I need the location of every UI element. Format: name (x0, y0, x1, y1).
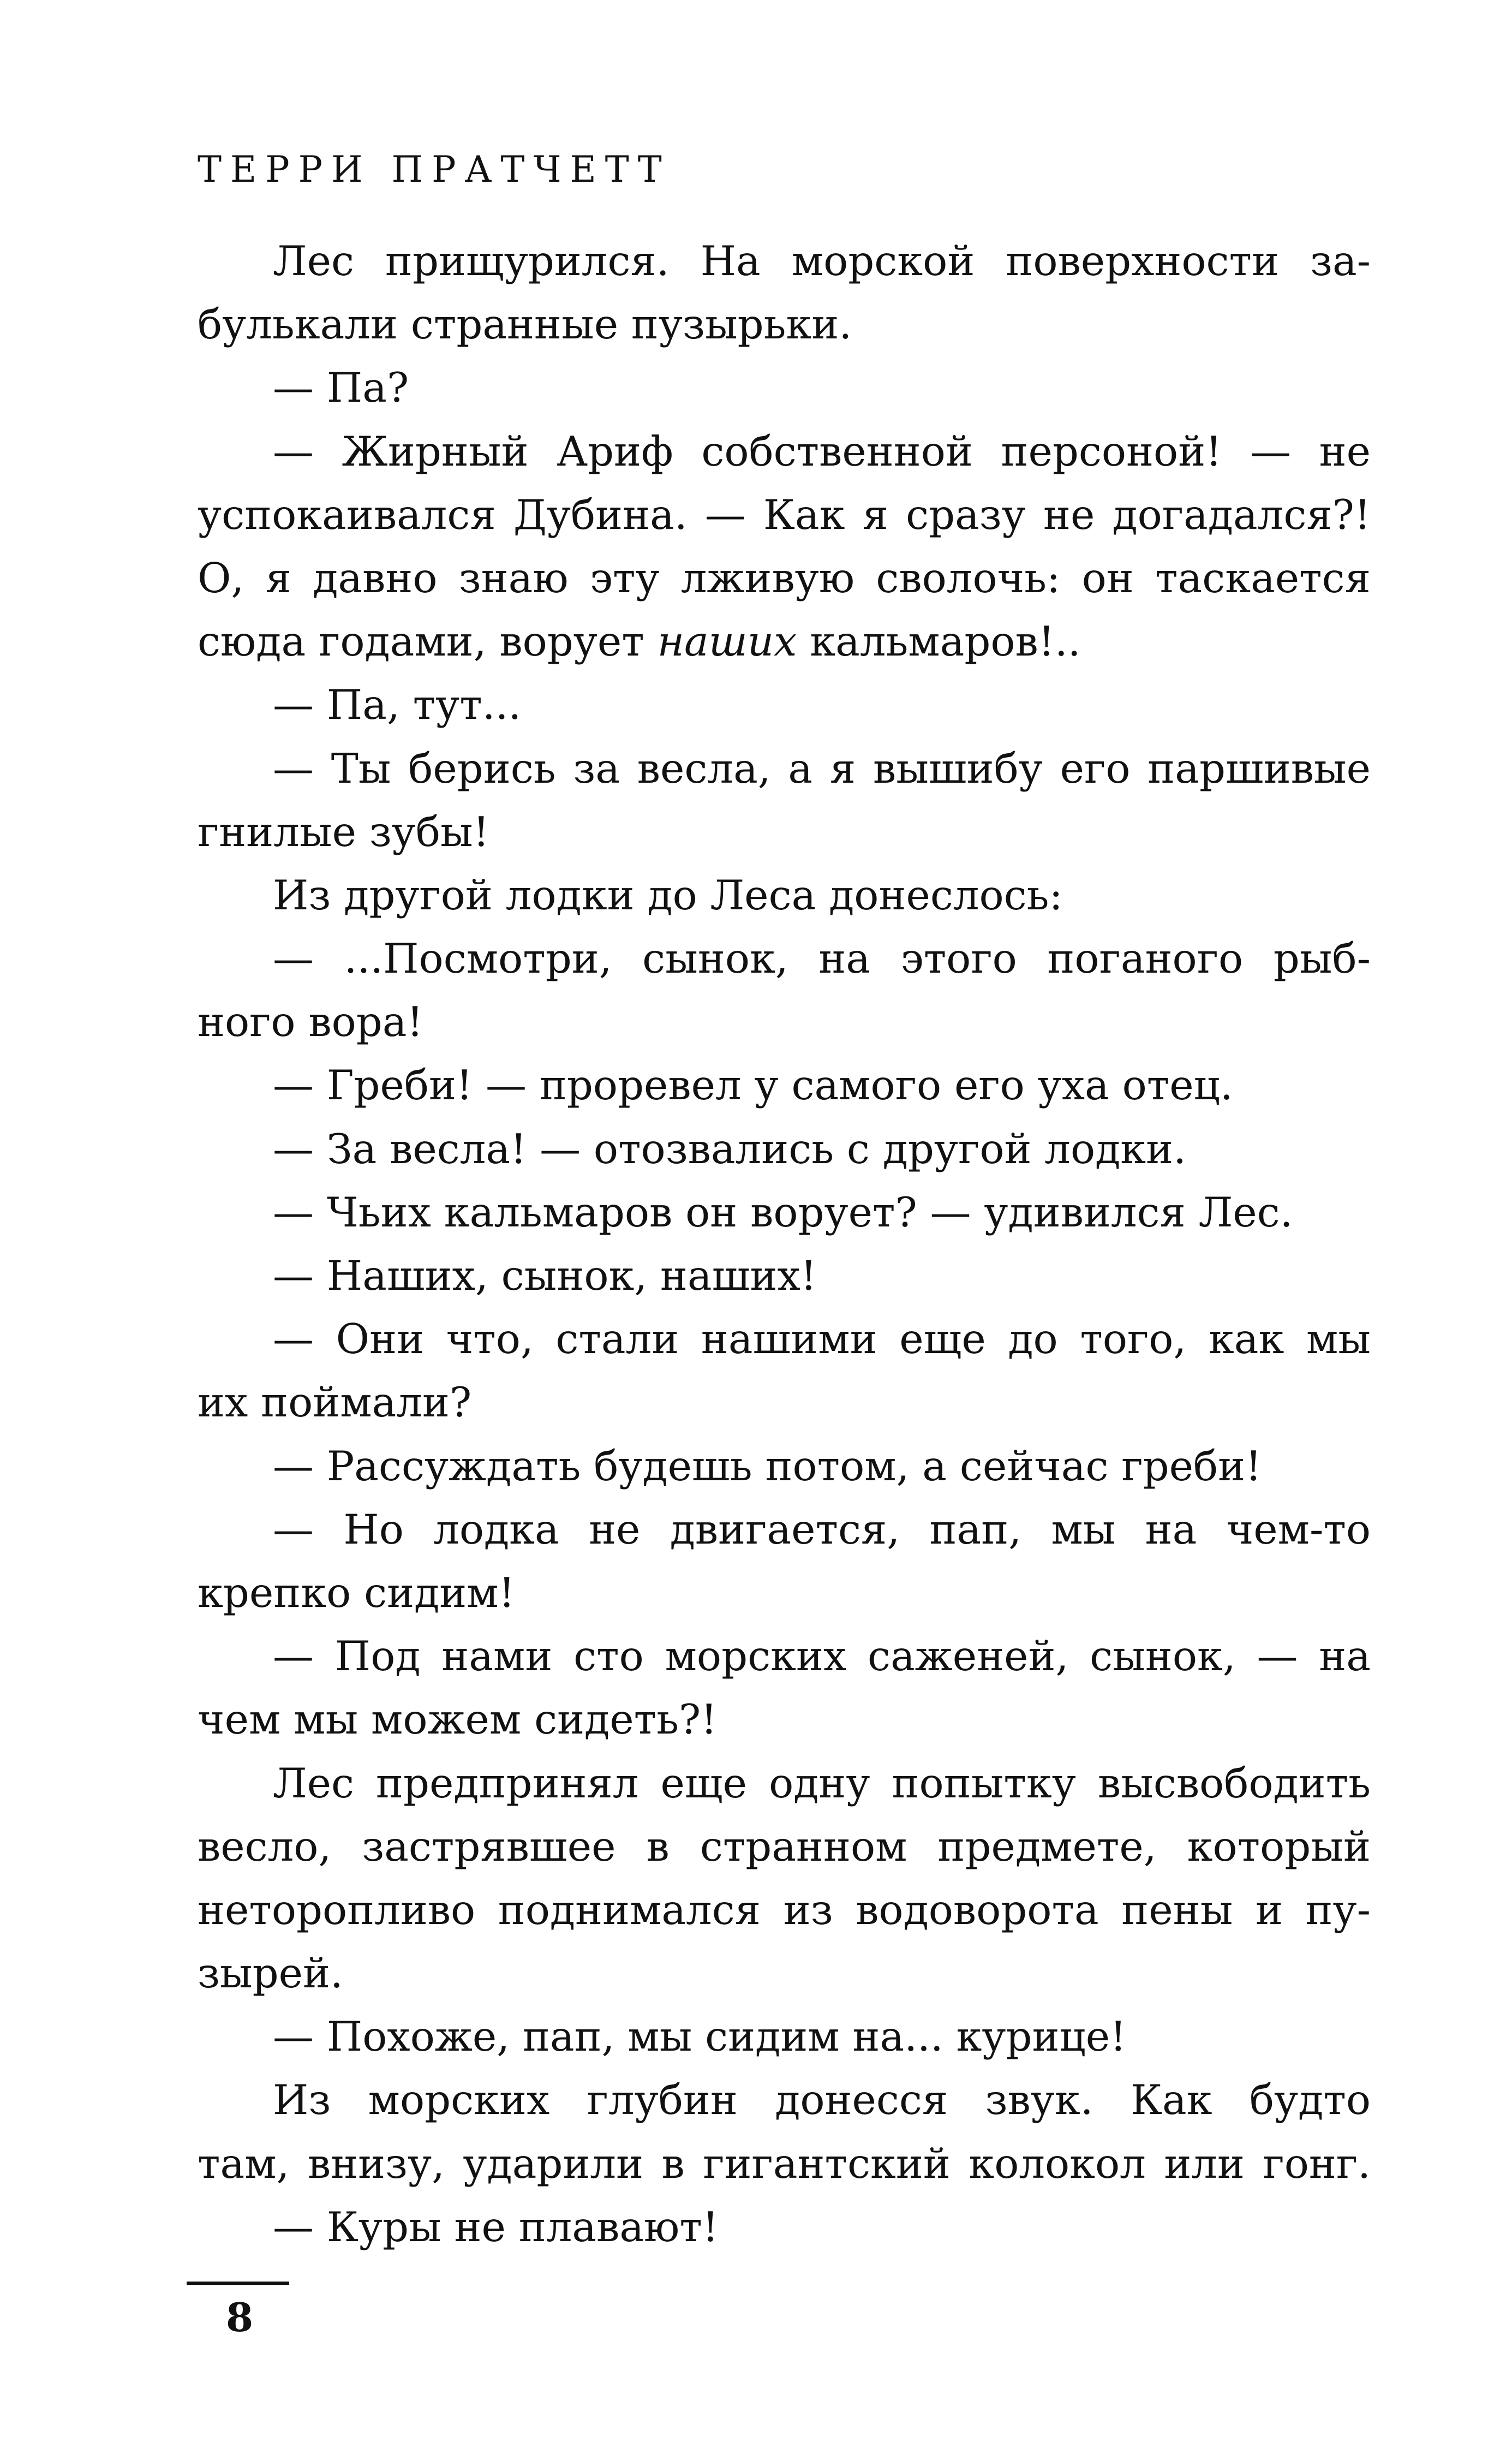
emphasized-word: наших (657, 617, 797, 666)
text-line: Лес предпринял еще одну попытку высвободить (273, 1759, 1371, 1807)
text-line: там, внизу, ударили в гигантский колокол или гонг. (198, 2139, 1371, 2188)
text-line: Из морских глубин донесся звук. Как будто (273, 2076, 1371, 2124)
text-line: — За весла! — отозвались с другой лодки. (273, 1124, 1186, 1173)
text-line: булькали странные пузырьки. (198, 300, 852, 349)
text-line: ного вора! (198, 998, 423, 1046)
running-head-author: ТЕРРИ ПРАТЧЕТТ (198, 148, 671, 190)
text-line: — Наших, сынок, наших! (273, 1252, 817, 1300)
text-line: — Но лодка не двигается, пап, мы на чем-то (273, 1505, 1371, 1553)
text-line: неторопливо поднимался из водоворота пены и пу- (198, 1885, 1371, 1934)
text-line: — Па, тут... (273, 681, 522, 729)
text-line: — Похоже, пап, мы сидим на... курице! (273, 2012, 1127, 2061)
text-line: — Па? (273, 364, 409, 412)
text-line: гнилые зубы! (198, 807, 489, 856)
text-run: сюда годами, ворует (198, 617, 658, 666)
text-line: — Рассуждать будешь потом, а сейчас греби! (273, 1442, 1262, 1490)
text-line: чем мы можем сидеть?! (198, 1695, 718, 1744)
body-text (198, 229, 1371, 2259)
text-line: — Греби! — проревел у самого его уха отец. (273, 1061, 1233, 1110)
text-line: — Жирный Ариф собственной персоной! — не (273, 427, 1371, 475)
page-number: 8 (226, 2294, 254, 2340)
text-line: их поймали? (198, 1378, 472, 1427)
text-run: кальмаров!.. (797, 617, 1081, 666)
text-line: Лес прищурился. На морской поверхности за- (273, 237, 1371, 285)
text-line: успокаивался Дубина. — Как я сразу не догадался?! (198, 490, 1371, 539)
text-line: — Под нами сто морских саженей, сынок, — на (273, 1632, 1371, 1681)
text-line: зырей. (198, 1949, 343, 1998)
text-line: — ...Посмотри, сынок, на этого поганого рыб- (273, 934, 1371, 983)
text-line: Из другой лодки до Леса донеслось: (273, 871, 1063, 919)
text-line: — Они что, стали нашими еще до того, как мы (273, 1315, 1371, 1363)
footer-rule (187, 2282, 289, 2285)
text-line: О, я давно знаю эту лживую сволочь: он таскается (198, 553, 1371, 602)
text-line: крепко сидим! (198, 1568, 515, 1617)
text-line: — Куры не плавают! (273, 2202, 719, 2251)
text-line: — Чьих кальмаров он ворует? — удивился Лес. (273, 1188, 1293, 1236)
text-line: — Ты берись за весла, а я вышибу его паршивые (273, 744, 1371, 793)
text-line (198, 610, 1371, 673)
text-line: весло, застрявшее в странном предмете, который (198, 1822, 1371, 1871)
